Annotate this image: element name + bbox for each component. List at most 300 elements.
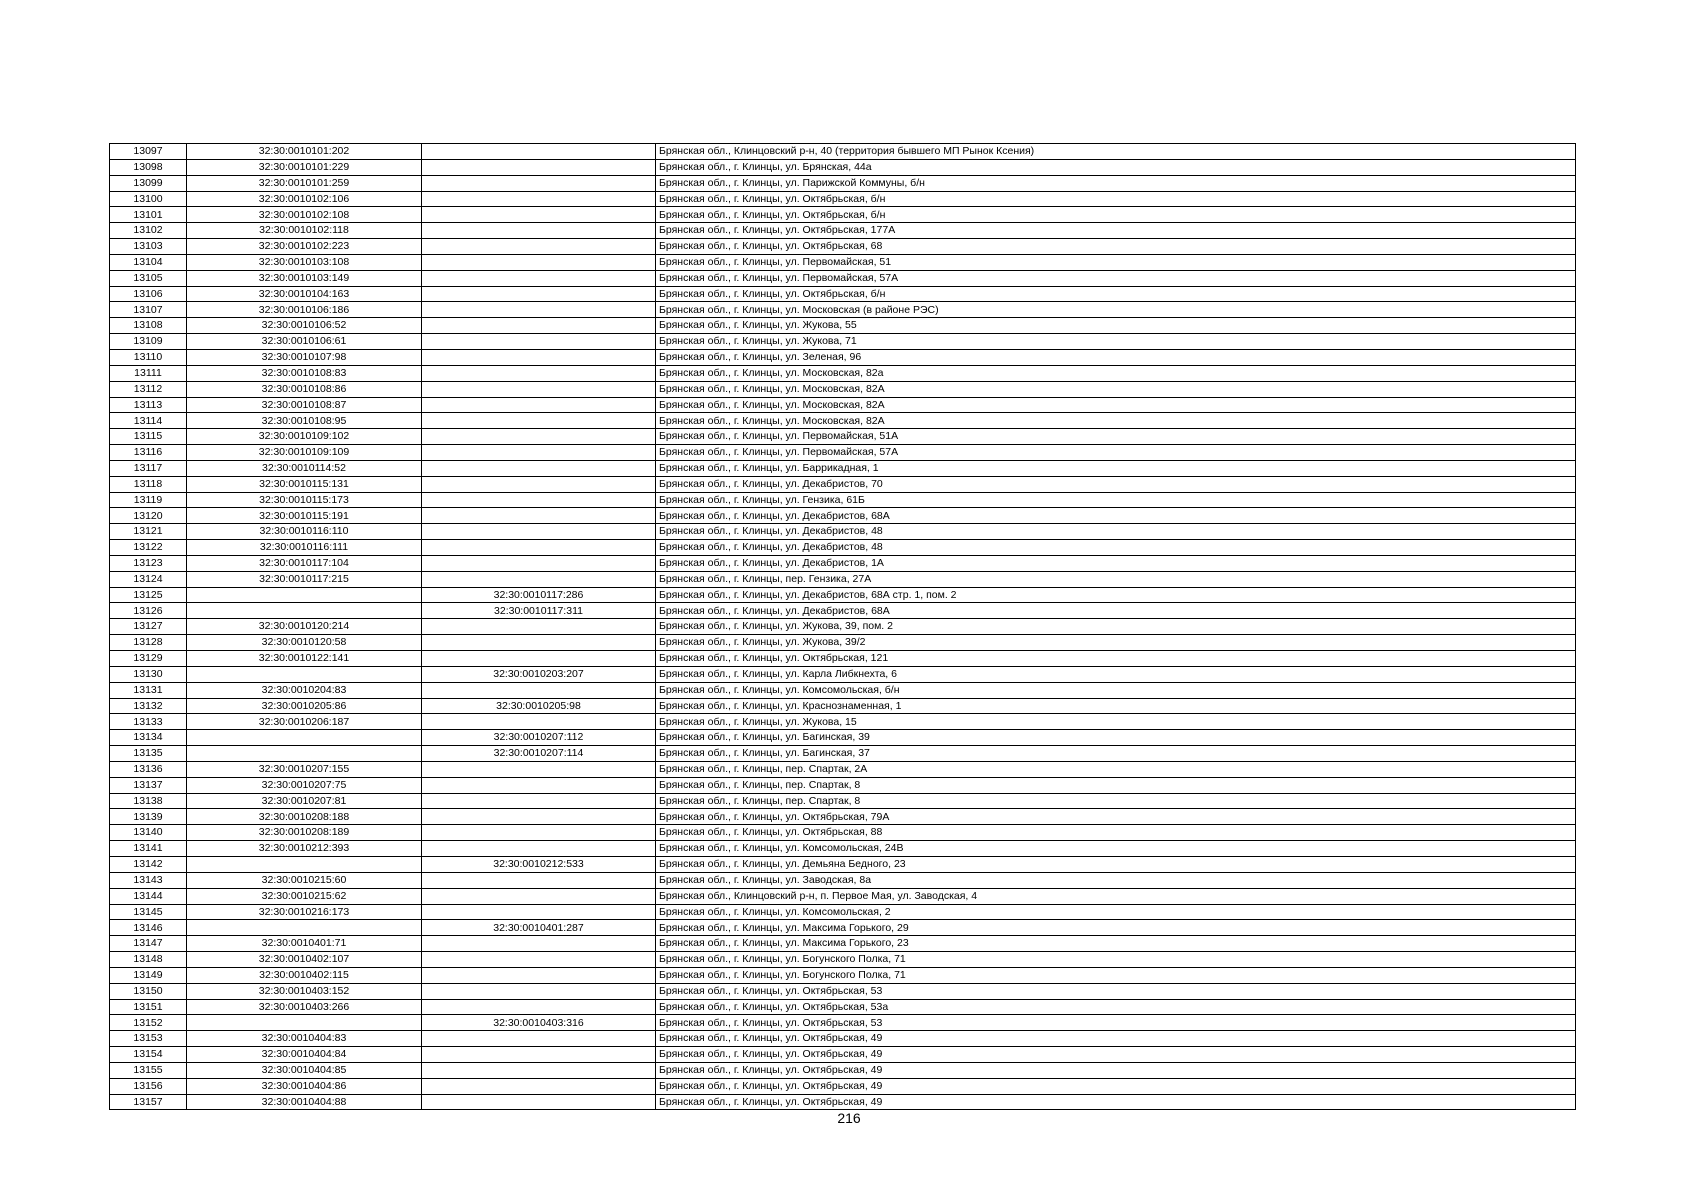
cadastral-number-cell (187, 856, 422, 872)
table-row (110, 793, 1576, 809)
cadastral-number-cell: 32:30:0010204:83 (187, 682, 422, 698)
address-cell: Брянская обл., г. Клинцы, ул. Жукова, 55 (656, 318, 1576, 334)
address-cell: Брянская обл., г. Клинцы, ул. Багинская, 37 (656, 746, 1576, 762)
table-row (110, 571, 1576, 587)
address-cell: Брянская обл., г. Клинцы, ул. Октябрьская, 49 (656, 1094, 1576, 1110)
cadastral-number-cell: 32:30:0010106:61 (187, 334, 422, 350)
address-cell: Брянская обл., г. Клинцы, ул. Максима Горького, 23 (656, 936, 1576, 952)
record-number-cell: 13110 (110, 349, 187, 365)
cadastral-number-cell: 32:30:0010117:215 (187, 571, 422, 587)
related-cadastral-number-cell (422, 223, 656, 239)
record-number-cell: 13144 (110, 888, 187, 904)
record-number-cell: 13152 (110, 1015, 187, 1031)
address-cell: Брянская обл., г. Клинцы, ул. Московская, 82А (656, 413, 1576, 429)
cadastral-number-cell: 32:30:0010402:115 (187, 967, 422, 983)
address-cell: Брянская обл., г. Клинцы, ул. Карла Либкнехта, 6 (656, 666, 1576, 682)
related-cadastral-number-cell (422, 619, 656, 635)
address-cell: Брянская обл., г. Клинцы, ул. Комсомольская, б/н (656, 682, 1576, 698)
record-number-cell: 13150 (110, 983, 187, 999)
address-cell: Брянская обл., г. Клинцы, ул. Декабристов, 48 (656, 524, 1576, 540)
table-row (110, 777, 1576, 793)
table-row (110, 1078, 1576, 1094)
address-cell: Брянская обл., г. Клинцы, ул. Максима Горького, 29 (656, 920, 1576, 936)
related-cadastral-number-cell: 32:30:0010207:114 (422, 746, 656, 762)
record-number-cell: 13098 (110, 159, 187, 175)
address-cell: Брянская обл., г. Клинцы, ул. Октябрьская, б/н (656, 207, 1576, 223)
related-cadastral-number-cell (422, 413, 656, 429)
table-row (110, 508, 1576, 524)
related-cadastral-number-cell (422, 777, 656, 793)
record-number-cell: 13122 (110, 540, 187, 556)
related-cadastral-number-cell (422, 460, 656, 476)
address-cell: Брянская обл., г. Клинцы, ул. Баррикадная, 1 (656, 460, 1576, 476)
cadastral-number-cell: 32:30:0010205:86 (187, 698, 422, 714)
related-cadastral-number-cell (422, 793, 656, 809)
table-row (110, 302, 1576, 318)
related-cadastral-number-cell (422, 540, 656, 556)
table-row (110, 635, 1576, 651)
record-number-cell: 13135 (110, 746, 187, 762)
table-row (110, 318, 1576, 334)
cadastral-number-cell: 32:30:0010403:152 (187, 983, 422, 999)
table-row (110, 967, 1576, 983)
cadastral-number-cell: 32:30:0010114:52 (187, 460, 422, 476)
cadastral-number-cell: 32:30:0010101:202 (187, 144, 422, 160)
record-number-cell: 13138 (110, 793, 187, 809)
record-number-cell: 13151 (110, 999, 187, 1015)
related-cadastral-number-cell (422, 841, 656, 857)
record-number-cell: 13141 (110, 841, 187, 857)
table-row (110, 1094, 1576, 1110)
cadastral-number-cell: 32:30:0010404:83 (187, 1031, 422, 1047)
table-row (110, 983, 1576, 999)
cadastral-number-cell (187, 1015, 422, 1031)
cadastral-number-cell (187, 666, 422, 682)
record-number-cell: 13112 (110, 381, 187, 397)
address-cell: Брянская обл., г. Клинцы, ул. Демьяна Бедного, 23 (656, 856, 1576, 872)
related-cadastral-number-cell (422, 555, 656, 571)
related-cadastral-number-cell: 32:30:0010212:533 (422, 856, 656, 872)
cadastral-number-cell: 32:30:0010103:149 (187, 270, 422, 286)
table-row (110, 1062, 1576, 1078)
cadastral-number-cell: 32:30:0010404:86 (187, 1078, 422, 1094)
cadastral-number-cell: 32:30:0010212:393 (187, 841, 422, 857)
record-number-cell: 13104 (110, 254, 187, 270)
table-row (110, 476, 1576, 492)
cadastral-number-cell: 32:30:0010102:106 (187, 191, 422, 207)
record-number-cell: 13133 (110, 714, 187, 730)
address-cell: Брянская обл., г. Клинцы, ул. Декабристов, 48 (656, 540, 1576, 556)
related-cadastral-number-cell (422, 1078, 656, 1094)
cadastral-number-cell: 32:30:0010403:266 (187, 999, 422, 1015)
table-row (110, 856, 1576, 872)
table-row (110, 825, 1576, 841)
table-row (110, 144, 1576, 160)
record-number-cell: 13140 (110, 825, 187, 841)
related-cadastral-number-cell: 32:30:0010203:207 (422, 666, 656, 682)
record-number-cell: 13142 (110, 856, 187, 872)
cadastral-number-cell: 32:30:0010122:141 (187, 651, 422, 667)
address-cell: Брянская обл., г. Клинцы, ул. Октябрьская, 49 (656, 1078, 1576, 1094)
related-cadastral-number-cell (422, 254, 656, 270)
record-number-cell: 13131 (110, 682, 187, 698)
table-row (110, 1015, 1576, 1031)
table-row (110, 191, 1576, 207)
address-cell: Брянская обл., г. Клинцы, ул. Декабристов, 68А (656, 508, 1576, 524)
table-row (110, 445, 1576, 461)
related-cadastral-number-cell: 32:30:0010207:112 (422, 730, 656, 746)
table-row (110, 809, 1576, 825)
cadastral-number-cell: 32:30:0010108:83 (187, 365, 422, 381)
address-cell: Брянская обл., г. Клинцы, ул. Жукова, 39/2 (656, 635, 1576, 651)
address-cell: Брянская обл., г. Клинцы, ул. Брянская, 44а (656, 159, 1576, 175)
table-row (110, 746, 1576, 762)
address-cell: Брянская обл., г. Клинцы, ул. Первомайская, 51А (656, 429, 1576, 445)
record-number-cell: 13114 (110, 413, 187, 429)
record-number-cell: 13132 (110, 698, 187, 714)
address-cell: Брянская обл., г. Клинцы, ул. Октябрьская, 121 (656, 651, 1576, 667)
related-cadastral-number-cell (422, 175, 656, 191)
record-number-cell: 13109 (110, 334, 187, 350)
table-row (110, 1031, 1576, 1047)
cadastral-number-cell: 32:30:0010101:259 (187, 175, 422, 191)
related-cadastral-number-cell (422, 207, 656, 223)
record-number-cell: 13148 (110, 952, 187, 968)
table-row (110, 286, 1576, 302)
cadastral-number-cell: 32:30:0010216:173 (187, 904, 422, 920)
record-number-cell: 13099 (110, 175, 187, 191)
cadastral-number-cell: 32:30:0010109:109 (187, 445, 422, 461)
table-row (110, 365, 1576, 381)
related-cadastral-number-cell (422, 983, 656, 999)
address-cell: Брянская обл., г. Клинцы, ул. Октябрьская, 79А (656, 809, 1576, 825)
record-number-cell: 13136 (110, 761, 187, 777)
address-cell: Брянская обл., г. Клинцы, ул. Жукова, 15 (656, 714, 1576, 730)
record-number-cell: 13139 (110, 809, 187, 825)
cadastral-number-cell (187, 730, 422, 746)
record-number-cell: 13100 (110, 191, 187, 207)
address-cell: Брянская обл., г. Клинцы, ул. Октябрьская, 53 (656, 1015, 1576, 1031)
table-row (110, 555, 1576, 571)
cadastral-number-cell: 32:30:0010115:131 (187, 476, 422, 492)
record-number-cell: 13156 (110, 1078, 187, 1094)
related-cadastral-number-cell: 32:30:0010205:98 (422, 698, 656, 714)
related-cadastral-number-cell (422, 888, 656, 904)
cadastral-number-cell: 32:30:0010107:98 (187, 349, 422, 365)
cadastral-number-cell: 32:30:0010106:52 (187, 318, 422, 334)
address-cell: Брянская обл., г. Клинцы, ул. Гензика, 61Б (656, 492, 1576, 508)
cadastral-number-cell: 32:30:0010404:85 (187, 1062, 422, 1078)
cadastral-number-cell: 32:30:0010402:107 (187, 952, 422, 968)
record-number-cell: 13117 (110, 460, 187, 476)
table-row (110, 207, 1576, 223)
table-row (110, 888, 1576, 904)
related-cadastral-number-cell (422, 318, 656, 334)
table-row (110, 730, 1576, 746)
table-row (110, 619, 1576, 635)
record-number-cell: 13113 (110, 397, 187, 413)
related-cadastral-number-cell (422, 397, 656, 413)
record-number-cell: 13121 (110, 524, 187, 540)
address-cell: Брянская обл., г. Клинцы, ул. Жукова, 39, пом. 2 (656, 619, 1576, 635)
registry-table-body (110, 144, 1576, 1110)
related-cadastral-number-cell (422, 239, 656, 255)
address-cell: Брянская обл., Клинцовский р-н, п. Первое Мая, ул. Заводская, 4 (656, 888, 1576, 904)
related-cadastral-number-cell (422, 508, 656, 524)
cadastral-number-cell: 32:30:0010404:88 (187, 1094, 422, 1110)
cadastral-number-cell: 32:30:0010120:58 (187, 635, 422, 651)
related-cadastral-number-cell (422, 429, 656, 445)
related-cadastral-number-cell (422, 761, 656, 777)
table-row (110, 349, 1576, 365)
cadastral-number-cell: 32:30:0010101:229 (187, 159, 422, 175)
table-row (110, 999, 1576, 1015)
related-cadastral-number-cell: 32:30:0010117:311 (422, 603, 656, 619)
address-cell: Брянская обл., г. Клинцы, пер. Спартак, 8 (656, 777, 1576, 793)
table-row (110, 413, 1576, 429)
record-number-cell: 13107 (110, 302, 187, 318)
address-cell: Брянская обл., г. Клинцы, ул. Московская, 82А (656, 397, 1576, 413)
cadastral-number-cell: 32:30:0010117:104 (187, 555, 422, 571)
cadastral-number-cell: 32:30:0010102:118 (187, 223, 422, 239)
record-number-cell: 13145 (110, 904, 187, 920)
table-row (110, 920, 1576, 936)
record-number-cell: 13128 (110, 635, 187, 651)
related-cadastral-number-cell (422, 999, 656, 1015)
cadastral-number-cell: 32:30:0010208:189 (187, 825, 422, 841)
table-row (110, 714, 1576, 730)
table-row (110, 429, 1576, 445)
cadastral-number-cell: 32:30:0010108:95 (187, 413, 422, 429)
table-row (110, 254, 1576, 270)
address-cell: Брянская обл., г. Клинцы, ул. Октябрьская, 177А (656, 223, 1576, 239)
cadastral-number-cell: 32:30:0010103:108 (187, 254, 422, 270)
address-cell: Брянская обл., г. Клинцы, пер. Спартак, 8 (656, 793, 1576, 809)
address-cell: Брянская обл., г. Клинцы, ул. Первомайская, 57А (656, 270, 1576, 286)
cadastral-number-cell: 32:30:0010102:223 (187, 239, 422, 255)
related-cadastral-number-cell (422, 445, 656, 461)
address-cell: Брянская обл., г. Клинцы, ул. Октябрьская, б/н (656, 286, 1576, 302)
table-row (110, 936, 1576, 952)
related-cadastral-number-cell (422, 524, 656, 540)
record-number-cell: 13155 (110, 1062, 187, 1078)
related-cadastral-number-cell (422, 159, 656, 175)
record-number-cell: 13157 (110, 1094, 187, 1110)
cadastral-number-cell: 32:30:0010208:188 (187, 809, 422, 825)
record-number-cell: 13102 (110, 223, 187, 239)
record-number-cell: 13149 (110, 967, 187, 983)
cadastral-number-cell: 32:30:0010109:102 (187, 429, 422, 445)
cadastral-number-cell: 32:30:0010404:84 (187, 1047, 422, 1063)
cadastral-number-cell: 32:30:0010215:62 (187, 888, 422, 904)
cadastral-number-cell (187, 920, 422, 936)
table-row (110, 952, 1576, 968)
record-number-cell: 13123 (110, 555, 187, 571)
related-cadastral-number-cell (422, 302, 656, 318)
record-number-cell: 13129 (110, 651, 187, 667)
record-number-cell: 13116 (110, 445, 187, 461)
address-cell: Брянская обл., г. Клинцы, ул. Заводская, 8а (656, 872, 1576, 888)
table-row (110, 460, 1576, 476)
record-number-cell: 13124 (110, 571, 187, 587)
cadastral-number-cell (187, 746, 422, 762)
address-cell: Брянская обл., г. Клинцы, ул. Парижской Коммуны, б/н (656, 175, 1576, 191)
address-cell: Брянская обл., г. Клинцы, ул. Октябрьская, 68 (656, 239, 1576, 255)
cadastral-number-cell: 32:30:0010401:71 (187, 936, 422, 952)
related-cadastral-number-cell (422, 904, 656, 920)
address-cell: Брянская обл., г. Клинцы, ул. Краснознаменная, 1 (656, 698, 1576, 714)
table-row (110, 666, 1576, 682)
cadastral-number-cell (187, 587, 422, 603)
cadastral-number-cell: 32:30:0010104:163 (187, 286, 422, 302)
table-row (110, 872, 1576, 888)
address-cell: Брянская обл., г. Клинцы, ул. Богунского Полка, 71 (656, 967, 1576, 983)
address-cell: Брянская обл., г. Клинцы, ул. Московская (в районе РЭС) (656, 302, 1576, 318)
table-row (110, 603, 1576, 619)
cadastral-number-cell: 32:30:0010207:155 (187, 761, 422, 777)
address-cell: Брянская обл., г. Клинцы, ул. Октябрьская, 53 (656, 983, 1576, 999)
related-cadastral-number-cell (422, 635, 656, 651)
address-cell: Брянская обл., г. Клинцы, пер. Гензика, 27А (656, 571, 1576, 587)
related-cadastral-number-cell (422, 1031, 656, 1047)
address-cell: Брянская обл., г. Клинцы, ул. Богунского Полка, 71 (656, 952, 1576, 968)
record-number-cell: 13127 (110, 619, 187, 635)
cadastral-number-cell: 32:30:0010102:108 (187, 207, 422, 223)
related-cadastral-number-cell (422, 476, 656, 492)
related-cadastral-number-cell: 32:30:0010117:286 (422, 587, 656, 603)
related-cadastral-number-cell (422, 809, 656, 825)
related-cadastral-number-cell: 32:30:0010403:316 (422, 1015, 656, 1031)
record-number-cell: 13105 (110, 270, 187, 286)
related-cadastral-number-cell (422, 365, 656, 381)
record-number-cell: 13119 (110, 492, 187, 508)
table-row (110, 492, 1576, 508)
record-number-cell: 13118 (110, 476, 187, 492)
related-cadastral-number-cell (422, 334, 656, 350)
table-row (110, 841, 1576, 857)
address-cell: Брянская обл., г. Клинцы, ул. Октябрьская, 53а (656, 999, 1576, 1015)
address-cell: Брянская обл., г. Клинцы, ул. Декабристов, 70 (656, 476, 1576, 492)
record-number-cell: 13103 (110, 239, 187, 255)
record-number-cell: 13111 (110, 365, 187, 381)
record-number-cell: 13137 (110, 777, 187, 793)
cadastral-number-cell: 32:30:0010115:173 (187, 492, 422, 508)
record-number-cell: 13147 (110, 936, 187, 952)
address-cell: Брянская обл., г. Клинцы, ул. Октябрьская, 49 (656, 1031, 1576, 1047)
record-number-cell: 13153 (110, 1031, 187, 1047)
address-cell: Брянская обл., г. Клинцы, ул. Октябрьская, 88 (656, 825, 1576, 841)
address-cell: Брянская обл., г. Клинцы, ул. Багинская, 39 (656, 730, 1576, 746)
related-cadastral-number-cell (422, 270, 656, 286)
related-cadastral-number-cell (422, 1047, 656, 1063)
address-cell: Брянская обл., г. Клинцы, пер. Спартак, 2А (656, 761, 1576, 777)
table-row (110, 698, 1576, 714)
cadastral-number-cell: 32:30:0010116:110 (187, 524, 422, 540)
related-cadastral-number-cell (422, 492, 656, 508)
related-cadastral-number-cell (422, 936, 656, 952)
related-cadastral-number-cell (422, 952, 656, 968)
table-row (110, 524, 1576, 540)
address-cell: Брянская обл., г. Клинцы, ул. Первомайская, 57А (656, 445, 1576, 461)
table-row (110, 682, 1576, 698)
table-row (110, 381, 1576, 397)
page-number: 216 (837, 1110, 861, 1126)
address-cell: Брянская обл., г. Клинцы, ул. Декабристов, 1А (656, 555, 1576, 571)
record-number-cell: 13126 (110, 603, 187, 619)
table-row (110, 239, 1576, 255)
address-cell: Брянская обл., г. Клинцы, ул. Первомайская, 51 (656, 254, 1576, 270)
table-row (110, 159, 1576, 175)
related-cadastral-number-cell (422, 144, 656, 160)
related-cadastral-number-cell (422, 825, 656, 841)
table-row (110, 270, 1576, 286)
cadastral-number-cell: 32:30:0010207:81 (187, 793, 422, 809)
cadastral-number-cell: 32:30:0010215:60 (187, 872, 422, 888)
registry-table (109, 143, 1576, 1110)
related-cadastral-number-cell (422, 682, 656, 698)
table-row (110, 587, 1576, 603)
record-number-cell: 13106 (110, 286, 187, 302)
cadastral-number-cell: 32:30:0010120:214 (187, 619, 422, 635)
record-number-cell: 13154 (110, 1047, 187, 1063)
address-cell: Брянская обл., г. Клинцы, ул. Московская, 82а (656, 365, 1576, 381)
related-cadastral-number-cell (422, 651, 656, 667)
record-number-cell: 13120 (110, 508, 187, 524)
address-cell: Брянская обл., г. Клинцы, ул. Московская, 82А (656, 381, 1576, 397)
related-cadastral-number-cell (422, 191, 656, 207)
address-cell: Брянская обл., г. Клинцы, ул. Декабристов, 68А стр. 1, пом. 2 (656, 587, 1576, 603)
cadastral-number-cell: 32:30:0010116:111 (187, 540, 422, 556)
related-cadastral-number-cell (422, 349, 656, 365)
table-row (110, 651, 1576, 667)
address-cell: Брянская обл., г. Клинцы, ул. Декабристов, 68А (656, 603, 1576, 619)
related-cadastral-number-cell (422, 381, 656, 397)
address-cell: Брянская обл., Клинцовский р-н, 40 (территория бывшего МП Рынок Ксения) (656, 144, 1576, 160)
record-number-cell: 13143 (110, 872, 187, 888)
record-number-cell: 13130 (110, 666, 187, 682)
related-cadastral-number-cell (422, 286, 656, 302)
cadastral-number-cell: 32:30:0010108:86 (187, 381, 422, 397)
cadastral-number-cell: 32:30:0010108:87 (187, 397, 422, 413)
record-number-cell: 13097 (110, 144, 187, 160)
address-cell: Брянская обл., г. Клинцы, ул. Октябрьская, 49 (656, 1062, 1576, 1078)
table-row (110, 334, 1576, 350)
record-number-cell: 13125 (110, 587, 187, 603)
cadastral-number-cell: 32:30:0010115:191 (187, 508, 422, 524)
table-row (110, 540, 1576, 556)
record-number-cell: 13108 (110, 318, 187, 334)
related-cadastral-number-cell (422, 1062, 656, 1078)
record-number-cell: 13101 (110, 207, 187, 223)
related-cadastral-number-cell (422, 1094, 656, 1110)
table-row (110, 1047, 1576, 1063)
related-cadastral-number-cell (422, 714, 656, 730)
related-cadastral-number-cell: 32:30:0010401:287 (422, 920, 656, 936)
cadastral-number-cell: 32:30:0010206:187 (187, 714, 422, 730)
record-number-cell: 13115 (110, 429, 187, 445)
address-cell: Брянская обл., г. Клинцы, ул. Октябрьская, б/н (656, 191, 1576, 207)
table-row (110, 175, 1576, 191)
address-cell: Брянская обл., г. Клинцы, ул. Комсомольская, 2 (656, 904, 1576, 920)
table-row (110, 904, 1576, 920)
related-cadastral-number-cell (422, 872, 656, 888)
table-row (110, 761, 1576, 777)
record-number-cell: 13146 (110, 920, 187, 936)
cadastral-number-cell (187, 603, 422, 619)
cadastral-number-cell: 32:30:0010207:75 (187, 777, 422, 793)
table-row (110, 223, 1576, 239)
table-row (110, 397, 1576, 413)
